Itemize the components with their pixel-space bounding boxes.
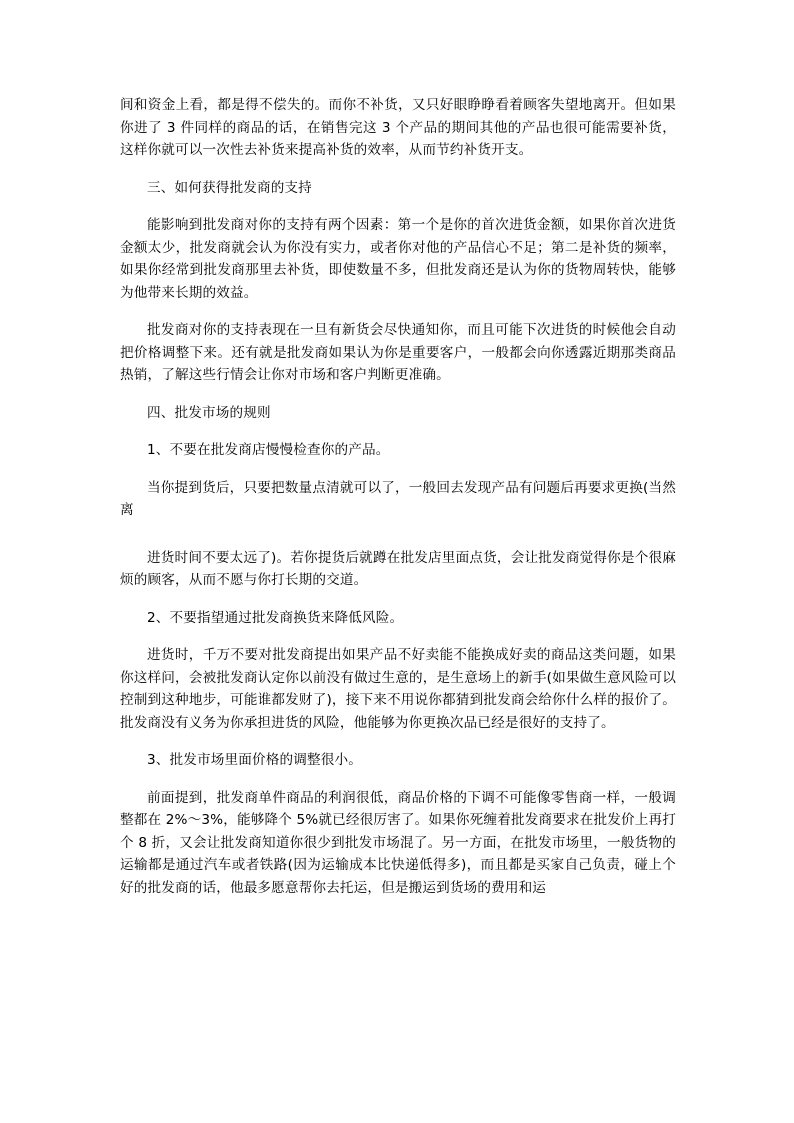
paragraph-rule-1-part-1: 当你提到货后，只要把数量点清就可以了，一般回去发现产品有问题后再要求更换(当然离 xyxy=(120,479,676,518)
document-body xyxy=(120,94,676,899)
rule-2-heading: 2、不要指望通过批发商换货来降低风险。 xyxy=(147,609,404,626)
paragraph-support-factors: 能影响到批发商对你的支持有两个因素：第一个是你的首次进货金额，如果你首次进货金额太少，批发商就会认为你没有实力，或者你对他的产品信心不足；第二是补货的频率，如果你经常到批发商那里去补货，即使数量不多，但批发商还是认为你的货物周转快，能够为他带来长期的效益。 xyxy=(120,217,676,301)
paragraph-rule-2: 进货时，千万不要对批发商提出如果产品不好卖能不能换成好卖的商品这类问题，如果你这样问，会被批发商认定你以前没有做过生意的，是生意场上的新手(如果做生意风险可以控制到这种地步，可能谁都发财了)，接下来不用说你都猜到批发商会给你什么样的报价了。批发商没有义务为你承担进货的风险，他能够为你更换次品已经是很好的支持了。 xyxy=(120,647,676,731)
paragraph-support-forms: 批发商对你的支持表现在一旦有新货会尽快通知你，而且可能下次进货的时候他会自动把价格调整下来。还有就是批发商如果认为你是重要客户，一般都会向你透露近期那类商品热销，了解这些行情会让你对市场和客户判断更准确。 xyxy=(120,322,676,383)
rule-1-heading: 1、不要在批发商店慢慢检查你的产品。 xyxy=(147,442,390,458)
rule-3-heading: 3、批发市场里面价格的调整很小。 xyxy=(147,752,362,768)
paragraph-rule-1-part-2: 进货时间不要太远了)。若你提货后就蹲在批发店里面点货，会让批发商觉得你是个很麻烦的顾客，从而不愿与你打长期的交道。 xyxy=(120,549,676,588)
section-heading-4: 四、批发市场的规则 xyxy=(147,404,271,421)
section-heading-3: 三、如何获得批发商的支持 xyxy=(147,179,312,196)
paragraph-restock-efficiency: 间和资金上看，都是得不偿失的。而你不补货，又只好眼睁睁看着顾客失望地离开。但如果你进了 3 件同样的商品的话，在销售完这 3 个产品的期间其他的产品也很可能需要补货，这样你就可以一次性去补货来提高补货的效率，从而节约补货开支。 xyxy=(120,97,676,158)
paragraph-rule-3: 前面提到，批发商单件商品的利润很低，商品价格的下调不可能像零售商一样，一般调整都在 2%～3%，能够降个 5%就已经很厉害了。如果你死缠着批发商要求在批发价上再打个 8 折，又会让批发商知道你很少到批发市场混了。另一方面，在批发市场里，一般货物的运输都是通过汽车或者铁路(因为运输成本比快递低得多)，而且都是买家自己负责，碰上个好的批发商的话，他最多愿意帮你去托运，但是搬运到货场的费用和运 xyxy=(120,789,676,896)
